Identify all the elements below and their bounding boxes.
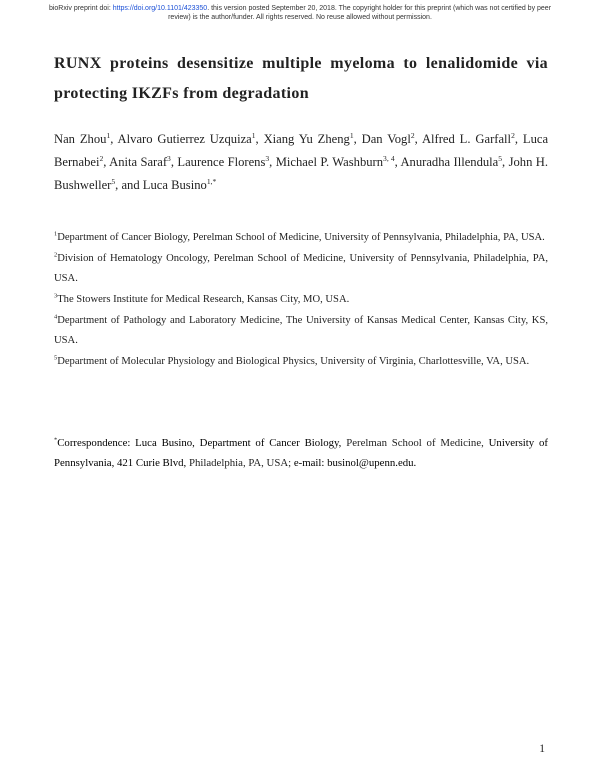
correspondence-text-1: Perelman School of Medicine, [341,437,489,449]
author-affiliation-marker: 3, 4 [383,153,395,163]
affiliation-text: The Stowers Institute for Medical Research, Kansas City, MO, USA. [57,294,350,305]
author-affiliation-marker: 1 [106,130,111,140]
author-name: Luca Busino [142,178,207,192]
banner-suffix: . this version posted September 20, 2018. The copyright holder for this preprint (which was not certified by peer review) is the author/funder. All rights reserved. No reuse allowed without permission. [168,5,552,21]
author-affiliation-marker: 1 [349,130,354,140]
affiliation-list [54,228,548,373]
author-name: Alfred L. Garfall [421,132,512,146]
doi-link[interactable]: https://doi.org/10.1101/423350 [112,5,208,12]
page-number: 1 [539,743,545,755]
paper-title: RUNX proteins desensitize multiple myeloma to lenalidomide via protecting IKZFs from degradation [54,55,548,102]
author-affiliation-marker: 5 [111,176,116,186]
author-affiliation-marker: 1,* [206,176,217,186]
affiliation-marker: 5 [54,354,58,362]
author-name: Anita Saraf [109,155,168,169]
affiliation-text: Department of Pathology and Laboratory Medicine, The University of Kansas Medical Center, Kansas City, KS, USA. [54,315,548,346]
author-name: Luca Bernabei [54,132,549,169]
correspondence-email[interactable]: e-mail: businol@upenn.edu. [293,457,417,469]
correspondence [54,433,548,473]
author-affiliation-marker: 2 [410,130,415,140]
author-affiliation-marker: 3 [167,153,171,163]
correspondence-university: University of Pennsylvania, 421 Curie Blvd, [54,437,548,469]
correspondence-text-2: Philadelphia, PA, USA; [186,457,294,469]
affiliation-item [54,228,548,248]
author-name: Xiang Yu Zheng [263,132,350,146]
preprint-banner [40,4,560,22]
affiliation-marker: 4 [54,313,58,321]
affiliation-text: Division of Hematology Oncology, Perelman School of Medicine, University of Pennsylvania, Philadelphia, PA, USA. [54,253,548,284]
banner-prefix: bioRxiv preprint doi: [48,5,113,12]
author-name: Nan Zhou [54,132,107,146]
author-affiliation-marker: 1 [251,130,256,140]
affiliation-marker: 2 [54,251,58,259]
author-list: Nan Zhou$^1$, Alvaro Gutierrez Uzquiza$^1$, Xiang Yu Zheng$^1$, Dan Vogl$^2$, Alfred L. Garfall$^2$, Luca Bernabei$^2$, Anita Saraf$^3$, Laurence Florens$^3$, Michael P. Washburn$^{3, 4}$, Anuradha Illendula$^5$, John H. Bushweller$^5$, and Luca Busino$^{1,*}$ [54,130,549,192]
author-affiliation-marker: 3 [265,153,270,163]
affiliation-item [54,290,548,310]
correspondence-marker: * [54,436,58,444]
author-affiliation-marker: 2 [99,153,104,163]
author-affiliation-marker: 2 [511,130,515,140]
author-name: Michael P. Washburn [275,155,384,169]
correspondence-label: Correspondence: Luca Busino, Department of Cancer Biology, [57,437,342,449]
affiliation-marker: 3 [54,292,58,300]
author-name: Alvaro Gutierrez Uzquiza [117,132,252,146]
author-conjunction: and [121,178,140,192]
author-name: Dan Vogl [361,132,411,146]
affiliation-item [54,311,548,351]
author-name: Laurence Florens [177,155,266,169]
affiliation-marker: 1 [54,230,58,238]
author-name: John H. Bushweller [54,155,549,192]
affiliation-text: Department of Cancer Biology, Perelman School of Medicine, University of Pennsylvania, Philadelphia, PA, USA. [57,232,545,243]
author-affiliation-marker: 5 [498,153,503,163]
author-name: Anuradha Illendula [400,155,499,169]
affiliation-item [54,352,548,372]
affiliation-item [54,249,548,289]
affiliation-text: Department of Molecular Physiology and Biological Physics, University of Virginia, Charlottesville, VA, USA. [57,356,530,367]
